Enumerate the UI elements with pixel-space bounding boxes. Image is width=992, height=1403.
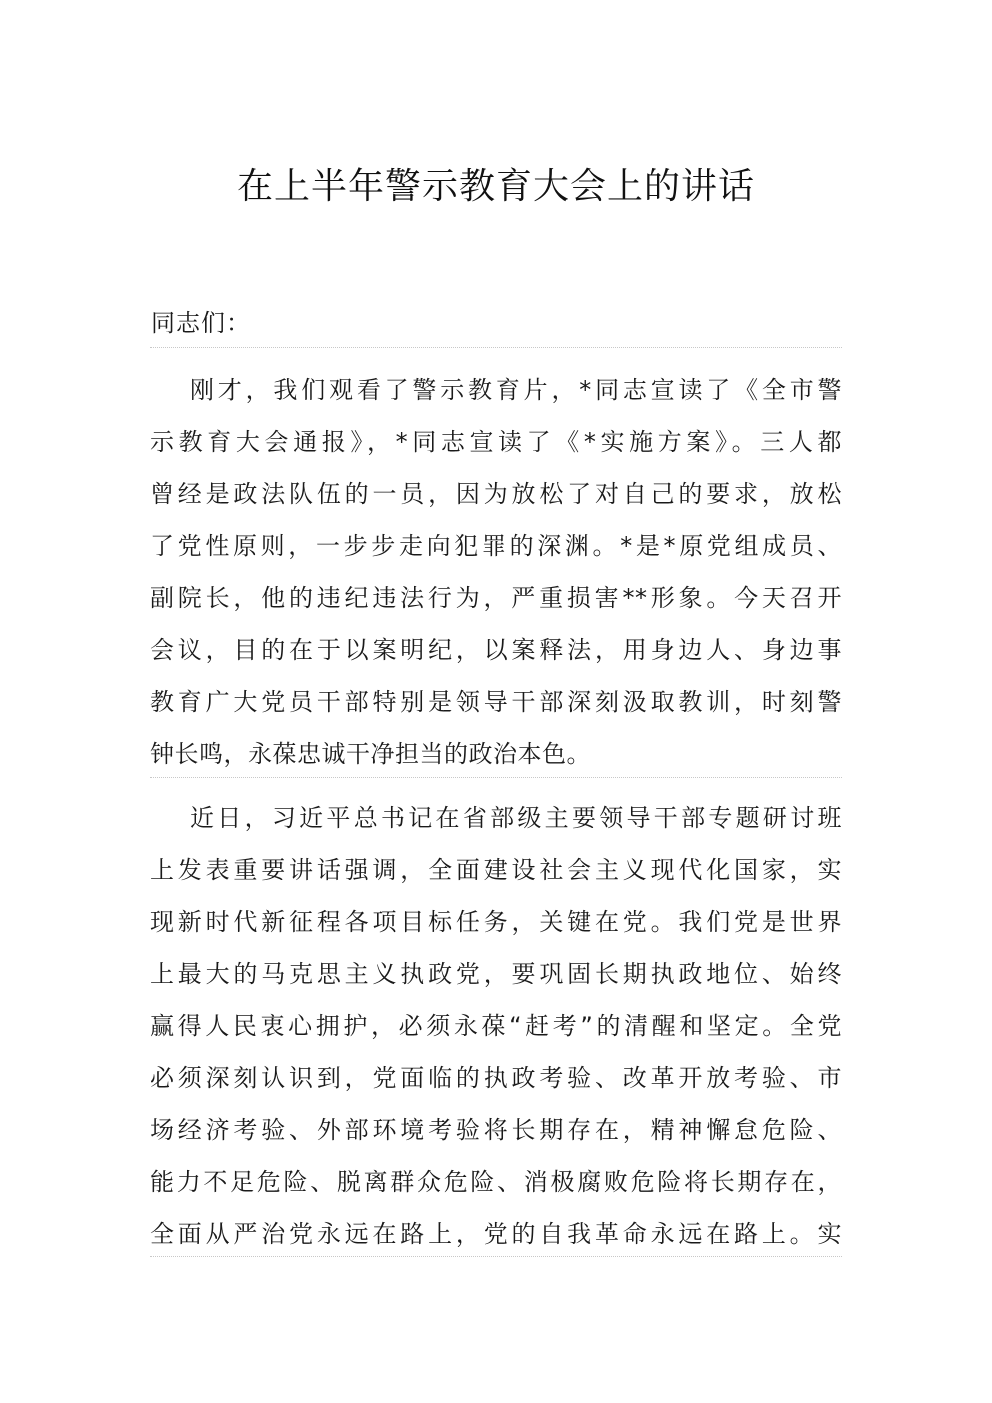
divider-line — [150, 1256, 842, 1257]
paragraph-line: 必须深刻认识到，党面临的执政考验、改革开放考验、市 — [150, 1064, 842, 1092]
divider-line — [150, 347, 842, 348]
paragraph-line: 刚才，我们观看了警示教育片，*同志宣读了《全市警 — [190, 376, 842, 404]
paragraph-line: 钟长鸣，永葆忠诚干净担当的政治本色。 — [150, 740, 591, 768]
paragraph-line: 了党性原则，一步步走向犯罪的深渊。*是*原党组成员、 — [150, 532, 842, 560]
paragraph-line: 上最大的马克思主义执政党，要巩固长期执政地位、始终 — [150, 960, 842, 988]
paragraph-line: 场经济考验、外部环境考验将长期存在，精神懈怠危险、 — [150, 1116, 842, 1144]
paragraph-line: 示教育大会通报》，*同志宣读了《*实施方案》。三人都 — [150, 428, 842, 456]
paragraph-1 — [150, 364, 842, 780]
paragraph-line: 上发表重要讲话强调，全面建设社会主义现代化国家，实 — [150, 856, 842, 884]
paragraph-line: 教育广大党员干部特别是领导干部深刻汲取教训，时刻警 — [150, 688, 842, 716]
salutation: 同志们： — [151, 309, 251, 337]
paragraph-line: 会议，目的在于以案明纪，以案释法，用身边人、身边事 — [150, 636, 842, 664]
paragraph-line: 能力不足危险、脱离群众危险、消极腐败危险将长期存在， — [150, 1168, 842, 1196]
paragraph-2 — [150, 792, 842, 1260]
paragraph-line: 赢得人民衷心拥护，必须永葆“赶考”的清醒和坚定。全党 — [150, 1012, 842, 1040]
document-title: 在上半年警示教育大会上的讲话 — [236, 166, 755, 207]
paragraph-line: 近日，习近平总书记在省部级主要领导干部专题研讨班 — [190, 804, 842, 832]
paragraph-line: 曾经是政法队伍的一员，因为放松了对自己的要求，放松 — [150, 480, 842, 508]
paragraph-line: 现新时代新征程各项目标任务，关键在党。我们党是世界 — [150, 908, 842, 936]
divider-line — [150, 777, 842, 778]
paragraph-line: 全面从严治党永远在路上，党的自我革命永远在路上。实 — [150, 1220, 842, 1248]
paragraph-line: 副院长，他的违纪违法行为，严重损害**形象。今天召开 — [150, 584, 842, 612]
